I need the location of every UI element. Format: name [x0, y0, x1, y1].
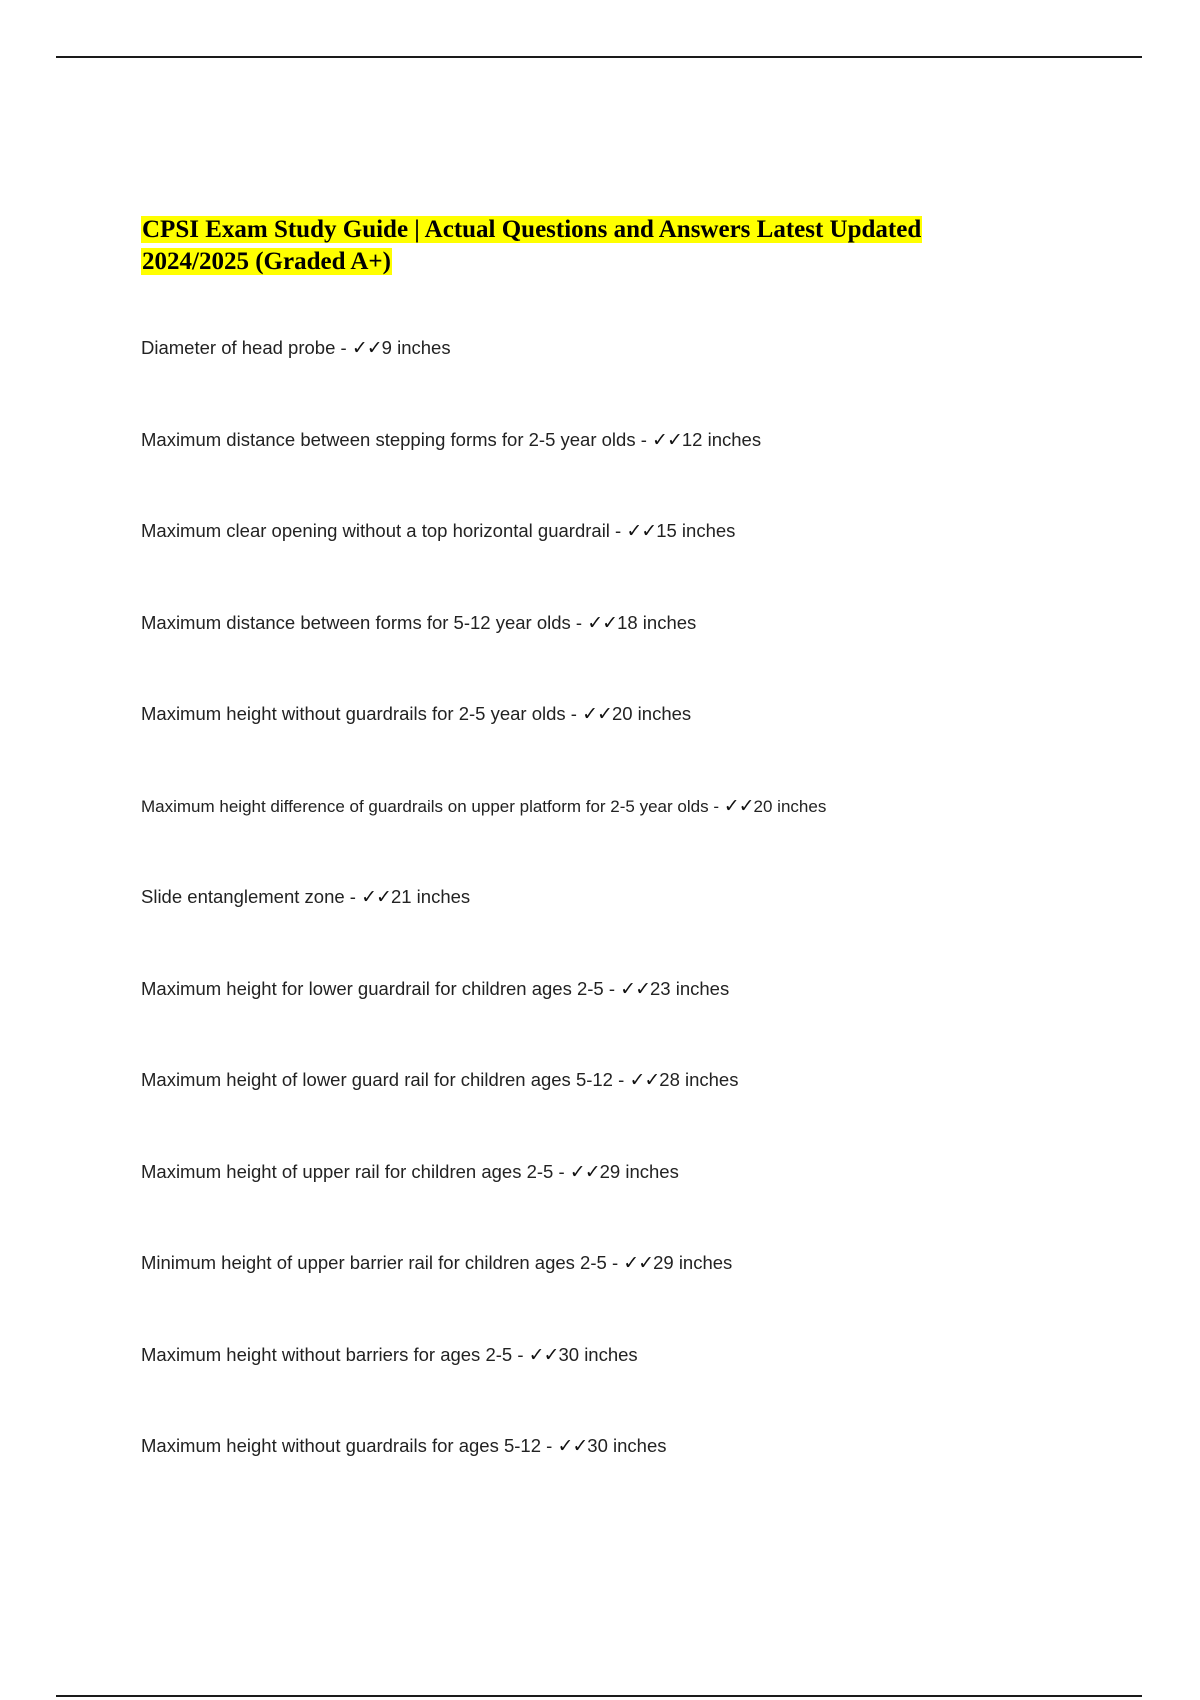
qa-question: Maximum height of lower guard rail for children ages 5-12	[141, 1069, 613, 1090]
check-icon: ✓✓	[528, 1343, 559, 1366]
qa-question: Maximum clear opening without a top horizontal guardrail	[141, 520, 610, 541]
qa-separator: -	[553, 1160, 570, 1182]
qa-separator: -	[335, 337, 352, 358]
check-icon: ✓✓	[557, 1435, 588, 1457]
qa-list	[141, 334, 1141, 1524]
qa-question: Minimum height of upper barrier rail for children ages 2-5	[141, 1252, 607, 1273]
qa-answer: 12 inches	[681, 428, 762, 450]
qa-item	[141, 883, 1141, 975]
qa-separator: -	[512, 1343, 529, 1365]
qa-answer: 20 inches	[611, 703, 692, 724]
qa-item	[141, 700, 1141, 792]
qa-separator: -	[541, 1435, 558, 1456]
qa-item	[141, 334, 1141, 426]
qa-question: Maximum distance between stepping forms for 2-5 year olds	[141, 428, 636, 450]
qa-separator: -	[565, 703, 583, 724]
check-icon: ✓✓	[723, 794, 754, 817]
check-icon: ✓✓	[569, 1160, 600, 1183]
qa-question: Maximum height for lower guardrail for children ages 2-5	[141, 977, 604, 999]
qa-question: Maximum height without guardrails for ages 5-12	[141, 1435, 541, 1456]
qa-separator: -	[609, 520, 627, 541]
qa-item	[141, 975, 1141, 1067]
qa-answer: 30 inches	[558, 1343, 638, 1365]
qa-answer: 20 inches	[753, 796, 827, 816]
qa-answer: 18 inches	[617, 611, 697, 633]
qa-question: Maximum height without guardrails for 2-5 year olds	[141, 703, 566, 724]
qa-answer: 23 inches	[650, 977, 730, 999]
qa-separator: -	[606, 1252, 624, 1273]
check-icon: ✓✓	[582, 703, 612, 725]
qa-answer: 30 inches	[587, 1435, 667, 1456]
qa-answer: 9 inches	[381, 337, 451, 358]
qa-answer: 29 inches	[653, 1252, 733, 1273]
qa-separator: -	[344, 886, 362, 907]
bottom-divider	[56, 1695, 1142, 1697]
qa-item	[141, 1432, 1141, 1524]
qa-question: Maximum height without barriers for ages 2-5	[141, 1343, 513, 1365]
qa-question: Maximum height difference of guardrails on upper platform for 2-5 year olds	[141, 796, 709, 816]
qa-item	[141, 1249, 1141, 1341]
title-line-2: 2024/2025 (Graded A+)	[142, 248, 391, 275]
qa-separator: -	[708, 796, 724, 816]
qa-item	[141, 609, 1141, 701]
qa-answer: 21 inches	[390, 886, 471, 907]
check-icon: ✓✓	[652, 428, 682, 451]
qa-item	[141, 426, 1141, 518]
check-icon: ✓✓	[620, 977, 651, 1000]
qa-answer: 15 inches	[656, 520, 736, 541]
qa-separator: -	[570, 611, 588, 633]
check-icon: ✓✓	[623, 1252, 654, 1274]
check-icon: ✓✓	[629, 1069, 660, 1091]
check-icon: ✓✓	[361, 886, 391, 908]
qa-item	[141, 1066, 1141, 1158]
qa-question: Diameter of head probe	[141, 337, 336, 358]
qa-item	[141, 1341, 1141, 1433]
qa-question: Maximum distance between forms for 5-12 year olds	[141, 611, 571, 633]
qa-answer: 29 inches	[599, 1160, 679, 1182]
qa-question: Slide entanglement zone	[141, 886, 345, 907]
qa-item	[141, 1158, 1141, 1250]
qa-separator: -	[635, 428, 653, 450]
qa-separator: -	[603, 977, 621, 999]
title-line-1: CPSI Exam Study Guide | Actual Questions and Answers Latest Updated	[142, 216, 922, 243]
qa-item	[141, 792, 1141, 884]
top-divider	[56, 56, 1142, 58]
document-title	[141, 214, 1041, 278]
check-icon: ✓✓	[351, 337, 382, 359]
qa-answer: 28 inches	[659, 1069, 739, 1090]
qa-item	[141, 517, 1141, 609]
check-icon: ✓✓	[587, 611, 618, 634]
qa-question: Maximum height of upper rail for children ages 2-5	[141, 1160, 554, 1182]
qa-separator: -	[612, 1069, 630, 1090]
check-icon: ✓✓	[626, 520, 657, 542]
